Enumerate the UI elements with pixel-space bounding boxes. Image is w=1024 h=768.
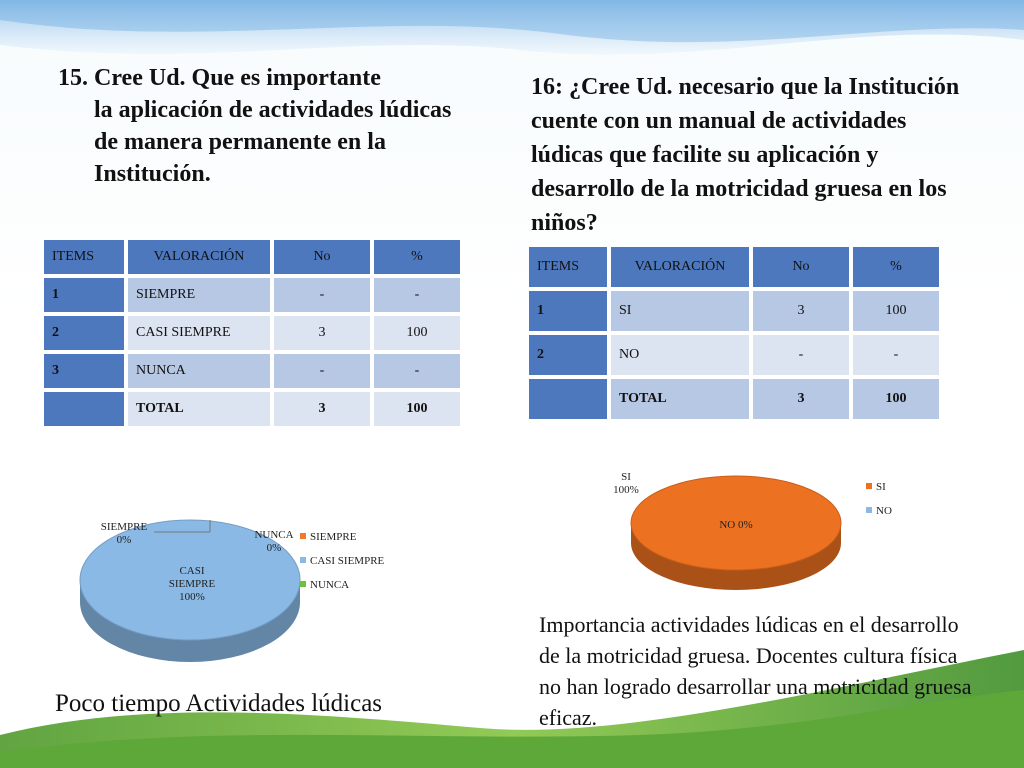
table-total-row bbox=[44, 392, 460, 426]
question-16-pie-chart bbox=[600, 466, 930, 596]
table-row bbox=[44, 354, 460, 388]
cell-percent: - bbox=[853, 335, 939, 375]
cell-percent: - bbox=[374, 278, 460, 312]
pie-svg bbox=[600, 466, 930, 596]
cell-percent: 100 bbox=[374, 392, 460, 426]
legend-label: SI bbox=[876, 481, 886, 493]
cell-no: 3 bbox=[753, 291, 849, 331]
table-row bbox=[529, 291, 939, 331]
cell-item: 1 bbox=[529, 291, 607, 331]
table-header-row bbox=[44, 240, 460, 274]
cell-no: 3 bbox=[753, 379, 849, 419]
table-header-row bbox=[529, 247, 939, 287]
table-row bbox=[44, 278, 460, 312]
pie-data-label: CASI SIEMPRE 100% bbox=[168, 565, 216, 603]
pie-data-label: NO 0% bbox=[719, 519, 753, 531]
legend-label: NO bbox=[876, 505, 892, 517]
question-16-caption: Importancia actividades lúdicas en el desarrollo de la motricidad gruesa. Docentes cultura física no han logrado desarrollar una motricidad gruesa eficaz. bbox=[539, 612, 972, 730]
cell-item bbox=[44, 392, 124, 426]
table-row bbox=[529, 335, 939, 375]
pie-svg bbox=[80, 510, 440, 675]
legend-label: SIEMPRE bbox=[310, 531, 357, 543]
cell-item bbox=[529, 379, 607, 419]
header-valoracion: VALORACIÓN bbox=[611, 247, 749, 287]
question-16-title: 16: ¿Cree Ud. necesario que la Institución cuente con un manual de actividades lúdicas que facilite su aplicación y desarrollo de la motricidad gruesa en los niños? bbox=[531, 74, 960, 236]
question-15-caption: Poco tiempo Actividades lúdicas bbox=[55, 690, 383, 717]
question-15-pie-chart bbox=[80, 510, 440, 675]
header-percent: % bbox=[853, 247, 939, 287]
legend-swatch bbox=[300, 533, 306, 539]
cell-percent: - bbox=[374, 354, 460, 388]
cell-no: 3 bbox=[274, 392, 370, 426]
cell-percent: 100 bbox=[374, 316, 460, 350]
legend-swatch bbox=[300, 581, 306, 587]
header-items: ITEMS bbox=[529, 247, 607, 287]
cell-percent: 100 bbox=[853, 379, 939, 419]
table-row bbox=[44, 316, 460, 350]
header-percent: % bbox=[374, 240, 460, 274]
pie-data-label: NUNCA 0% bbox=[254, 529, 294, 554]
question-15-title-line1: 15. Cree Ud. Que es importante bbox=[58, 65, 381, 91]
header-items: ITEMS bbox=[44, 240, 124, 274]
cell-valoracion: TOTAL bbox=[128, 392, 270, 426]
legend-swatch bbox=[866, 483, 872, 489]
header-no: No bbox=[753, 247, 849, 287]
legend-swatch bbox=[866, 507, 872, 513]
cell-no: - bbox=[274, 354, 370, 388]
cell-valoracion: TOTAL bbox=[611, 379, 749, 419]
header-valoracion: VALORACIÓN bbox=[128, 240, 270, 274]
cell-percent: 100 bbox=[853, 291, 939, 331]
cell-valoracion: SI bbox=[611, 291, 749, 331]
legend-label: NUNCA bbox=[310, 579, 350, 591]
pie-data-label: SI 100% bbox=[613, 471, 639, 496]
cell-no: 3 bbox=[274, 316, 370, 350]
table-total-row bbox=[529, 379, 939, 419]
cell-valoracion: NO bbox=[611, 335, 749, 375]
cell-no: - bbox=[274, 278, 370, 312]
cell-no: - bbox=[753, 335, 849, 375]
cell-valoracion: CASI SIEMPRE bbox=[128, 316, 270, 350]
question-15-title-rest: la aplicación de actividades lúdicas de manera permanente en la Institución. bbox=[94, 97, 452, 187]
pie-data-label: SIEMPRE 0% bbox=[100, 521, 148, 546]
legend-swatch bbox=[300, 557, 306, 563]
cell-item: 2 bbox=[529, 335, 607, 375]
cell-valoracion: NUNCA bbox=[128, 354, 270, 388]
legend-label: CASI SIEMPRE bbox=[310, 555, 385, 567]
header-no: No bbox=[274, 240, 370, 274]
cell-valoracion: SIEMPRE bbox=[128, 278, 270, 312]
cell-item: 3 bbox=[44, 354, 124, 388]
question-15-title bbox=[58, 62, 458, 190]
cell-item: 1 bbox=[44, 278, 124, 312]
cell-item: 2 bbox=[44, 316, 124, 350]
question-15-table bbox=[40, 236, 464, 430]
question-16-table bbox=[525, 243, 943, 423]
